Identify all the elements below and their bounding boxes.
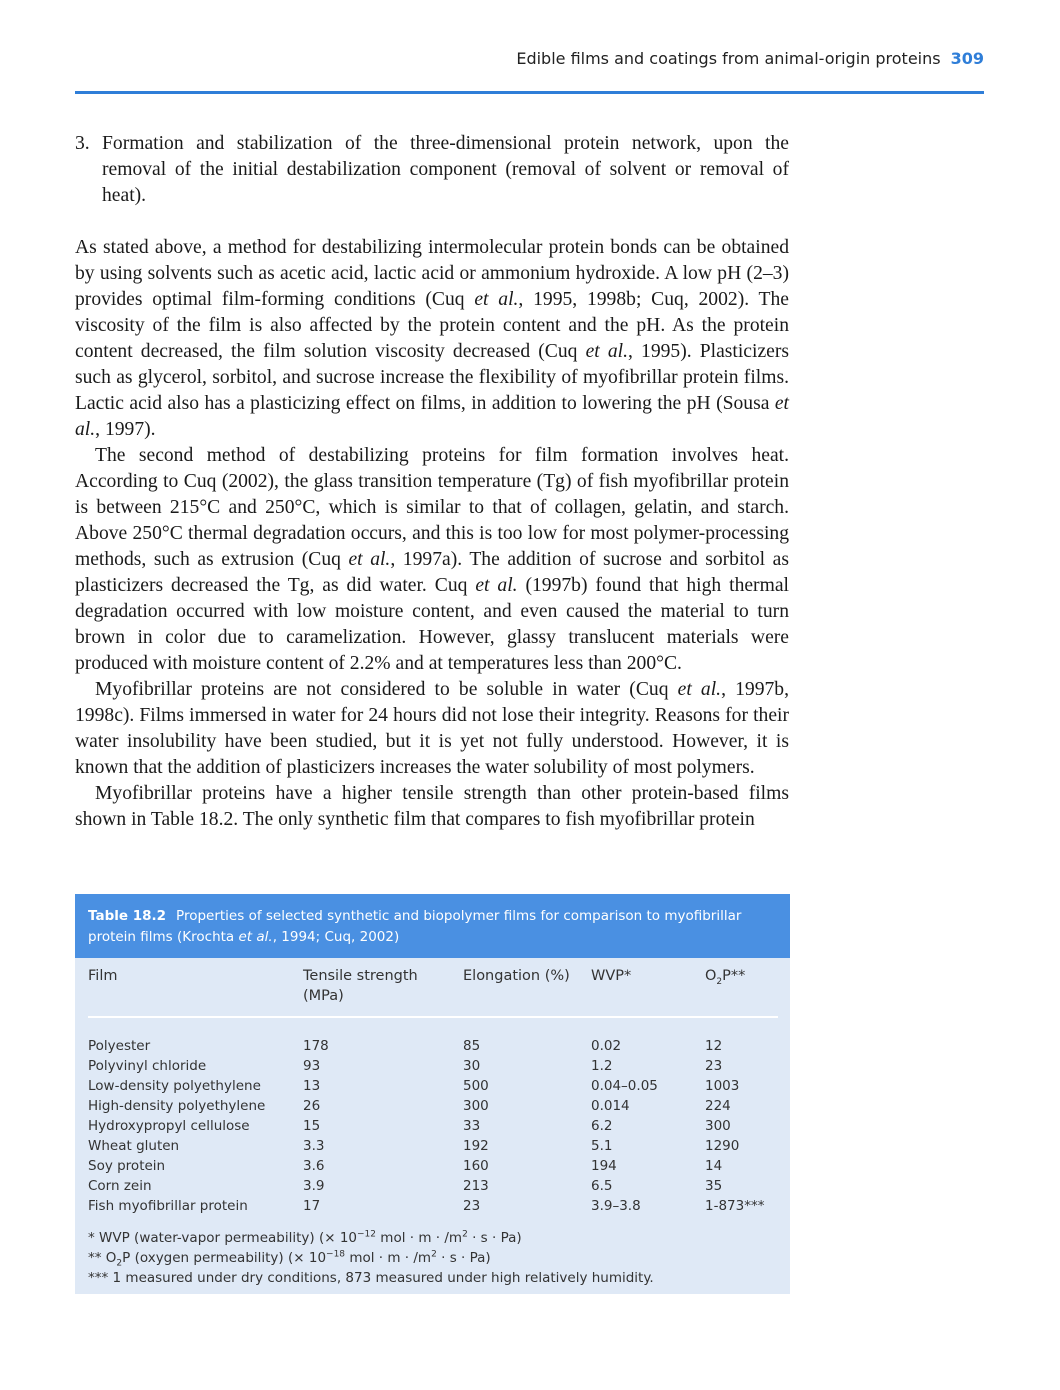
header-wvp: WVP*	[591, 968, 632, 984]
cell-tensile-strength: 3.3	[303, 1138, 325, 1154]
cell-o2p: 1-873***	[705, 1198, 765, 1214]
table-row	[88, 1156, 778, 1176]
italic-run: et al.	[585, 341, 628, 362]
text-run: The second method of destabilizing proteins for film formation involves heat. According to Cuq (2002), the glass transition temperature (Tg) of fish myofibrillar protein is between 215°C and 250°C, which is similar to that of collagen, gelatin, and starch. Above 250°C thermal degradation occurs, and this is too low for most polymer-processing methods, such as extrusion (Cuq	[75, 445, 789, 570]
paragraph	[75, 677, 789, 781]
cell-elongation: 160	[463, 1158, 489, 1174]
paragraph	[75, 781, 789, 833]
cell-wvp: 6.2	[591, 1118, 613, 1134]
cell-tensile-strength: 15	[303, 1118, 321, 1134]
text-run: , 1995). Plasticizers such as glycerol, sorbitol, and sucrose increase the flexibility of myofibrillar protein films. Lactic acid also has a plasticizing effect on films, in addition to lowering the pH (Sousa	[75, 341, 789, 414]
header-tensile-strength: Tensile strength (MPa)	[303, 968, 418, 1004]
cell-wvp: 1.2	[591, 1058, 613, 1074]
cell-o2p: 14	[705, 1158, 723, 1174]
cell-film: Fish myofibrillar protein	[88, 1198, 248, 1214]
footnote-o2p: ** $O_2P$ (oxygen permeability) (× $10^{-18}$ mol · $m \cdot /m^2 \cdot s \cdot Pa$)	[88, 1249, 491, 1269]
cell-elongation: 300	[463, 1098, 489, 1114]
cell-o2p: 300	[705, 1118, 731, 1134]
running-header	[75, 49, 984, 73]
text-run: , 1997a). The addition of sucrose and sorbitol as plasticizers decreased the Tg, as did water. Cuq	[75, 549, 789, 596]
cell-tensile-strength: 13	[303, 1078, 321, 1094]
text-run: , 1997).	[95, 419, 156, 440]
cell-elongation: 85	[463, 1038, 481, 1054]
cell-elongation: 213	[463, 1178, 489, 1194]
cell-tensile-strength: 178	[303, 1038, 329, 1054]
italic-run: et al.	[474, 289, 519, 310]
text-run: (1997b) found that high thermal degradation occurred with low moisture content, and even caused the material to turn brown in color due to caramelization. However, glassy translucent materials were produced with moisture content of 2.2% and at temperatures less than 200°C.	[75, 575, 789, 674]
table-header-row	[88, 966, 778, 1017]
italic-run: et al.	[348, 549, 391, 570]
table-footnotes	[88, 1228, 778, 1288]
page-number: 309	[950, 49, 984, 68]
cell-film: Corn zein	[88, 1178, 152, 1194]
table-row	[88, 1056, 778, 1076]
footnote-wvp: * WVP (water-vapor permeability) (× $10^{-12}$ mol · $m \cdot /m^2 \cdot s \cdot Pa$)	[88, 1229, 522, 1246]
table-row	[88, 1017, 778, 1056]
cell-wvp: 3.9–3.8	[591, 1198, 641, 1214]
cell-elongation: 30	[463, 1058, 481, 1074]
header-rule	[75, 91, 984, 94]
numbered-list-item	[75, 131, 789, 209]
properties-table	[88, 966, 778, 1216]
text-run: , 1995, 1998b; Cuq, 2002). The viscosity of the film is also affected by the protein content and the pH. As the protein content decreased, the film solution viscosity decreased (Cuq	[75, 289, 789, 362]
cell-tensile-strength: 17	[303, 1198, 321, 1214]
italic-run: et al.	[677, 679, 722, 700]
text-run: As stated above, a method for destabilizing intermolecular protein bonds can be obtained by using solvents such as acetic acid, lactic acid or ammonium hydroxide. A low pH (2–3) provides optimal film-forming conditions (Cuq	[75, 237, 789, 310]
footnote-humidity: *** 1 measured under dry conditions, 873 measured under high relatively humidity.	[88, 1270, 654, 1286]
cell-tensile-strength: 3.6	[303, 1158, 325, 1174]
paragraph	[75, 443, 789, 677]
caption-text-b: , 1994; Cuq, 2002)	[272, 929, 400, 945]
cell-elongation: 33	[463, 1118, 481, 1134]
table-18-2	[75, 894, 790, 1294]
table-label: Table 18.2	[88, 908, 167, 924]
cell-film: Polyvinyl chloride	[88, 1058, 207, 1074]
cell-film: Hydroxypropyl cellulose	[88, 1118, 250, 1134]
list-number: 3.	[75, 133, 90, 154]
cell-elongation: 23	[463, 1198, 481, 1214]
body-text	[75, 131, 789, 833]
cell-o2p: 12	[705, 1038, 723, 1054]
text-run: Myofibrillar proteins have a higher tensile strength than other protein-based films shown in Table 18.2. The only synthetic film that compares to fish myofibrillar protein	[75, 783, 789, 830]
cell-o2p: 1003	[705, 1078, 740, 1094]
table-row	[88, 1076, 778, 1096]
header-elongation: Elongation (%)	[463, 968, 570, 984]
cell-wvp: 5.1	[591, 1138, 613, 1154]
caption-text-a: Properties of selected synthetic and biopolymer films for comparison to myofibrillar protein films (Krochta	[88, 908, 742, 945]
header-o2p: $O_2P**$	[705, 968, 746, 987]
list-text: Formation and stabilization of the three-dimensional protein network, upon the removal of the initial destabilization component (removal of solvent or removal of heat).	[102, 133, 789, 206]
cell-tensile-strength: 93	[303, 1058, 321, 1074]
paragraph	[75, 235, 789, 443]
cell-o2p: 35	[705, 1178, 723, 1194]
text-run: , 1997b, 1998c). Films immersed in water for 24 hours did not lose their integrity. Reasons for their water insolubility have been studied, but it is yet not fully understood. However, it is known that the addition of plasticizers increases the water solubility of most polymers.	[75, 679, 789, 778]
running-header-title: Edible films and coatings from animal-origin proteins	[516, 49, 941, 68]
cell-film: Wheat gluten	[88, 1138, 180, 1154]
cell-film: High-density polyethylene	[88, 1098, 266, 1114]
table-row	[88, 1096, 778, 1116]
table-caption	[75, 894, 790, 958]
cell-film: Soy protein	[88, 1158, 166, 1174]
italic-run: et al.	[75, 393, 789, 440]
table-row	[88, 1136, 778, 1156]
cell-wvp: 0.02	[591, 1038, 622, 1054]
cell-wvp: 0.04–0.05	[591, 1078, 658, 1094]
cell-wvp: 194	[591, 1158, 617, 1174]
caption-italic: et al.	[238, 929, 273, 945]
table-row	[88, 1116, 778, 1136]
header-film: Film	[88, 968, 118, 984]
cell-o2p: 224	[705, 1098, 731, 1114]
table-row	[88, 1176, 778, 1196]
text-run: Myofibrillar proteins are not considered to be soluble in water (Cuq	[95, 679, 678, 700]
table-row	[88, 1196, 778, 1216]
cell-film: Polyester	[88, 1038, 151, 1054]
cell-wvp: 6.5	[591, 1178, 613, 1194]
cell-elongation: 500	[463, 1078, 489, 1094]
cell-tensile-strength: 3.9	[303, 1178, 325, 1194]
cell-tensile-strength: 26	[303, 1098, 321, 1114]
cell-elongation: 192	[463, 1138, 489, 1154]
cell-o2p: 23	[705, 1058, 723, 1074]
cell-o2p: 1290	[705, 1138, 740, 1154]
italic-run: et al.	[475, 575, 518, 596]
cell-film: Low-density polyethylene	[88, 1078, 261, 1094]
cell-wvp: 0.014	[591, 1098, 630, 1114]
